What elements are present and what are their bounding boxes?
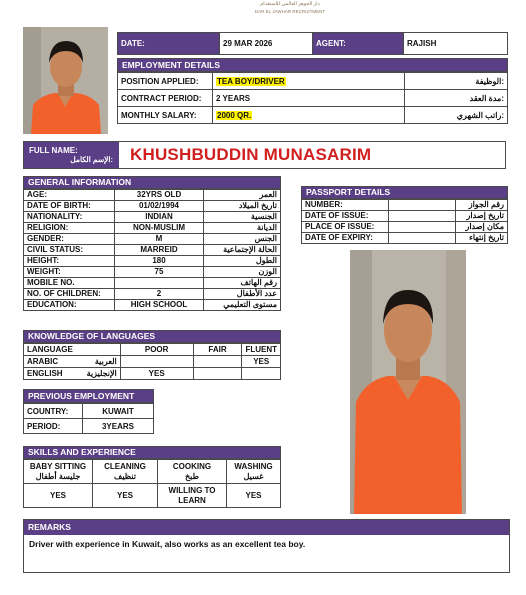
- general-value: 180: [115, 256, 204, 267]
- employment-row: [118, 73, 508, 90]
- general-value: 75: [115, 267, 204, 278]
- general-label: AGE:: [24, 190, 115, 201]
- languages-header: POOR: [120, 344, 193, 356]
- general-label: HEIGHT:: [24, 256, 115, 267]
- skill-header: [24, 460, 93, 484]
- general-value: NON-MUSLIM: [115, 223, 204, 234]
- previous-employment-value: 3YEARS: [83, 419, 154, 434]
- skill-name: BABY SITTING: [29, 461, 87, 471]
- full-name-value: KHUSHBUDDIN MUNASARIM: [130, 145, 372, 164]
- employment-value: [213, 73, 405, 90]
- employment-arabic-label: مدة العقد:: [405, 90, 508, 107]
- full-name-bar: [23, 141, 506, 169]
- general-arabic-label: الطول: [204, 256, 281, 267]
- employment-details-title: EMPLOYMENT DETAILS: [117, 58, 508, 72]
- language-fluent: [242, 368, 281, 380]
- general-label: MOBILE NO.: [24, 278, 115, 289]
- passport-label: DATE OF EXPIRY:: [302, 233, 389, 244]
- language-name-cell: [24, 368, 121, 380]
- portrait-photo-small: [23, 27, 108, 134]
- general-row: [24, 190, 281, 201]
- passport-details-section: [301, 186, 508, 244]
- employment-label: POSITION APPLIED:: [118, 73, 213, 90]
- skills-values-row: [24, 484, 281, 508]
- logo-english: DAR EL JAWHAR RECRUITMENT: [254, 9, 326, 14]
- language-poor: YES: [120, 368, 193, 380]
- remarks-title: REMARKS: [24, 520, 509, 535]
- company-logo: [230, 0, 350, 18]
- general-value: 32YRS OLD: [115, 190, 204, 201]
- general-row: [24, 234, 281, 245]
- general-value: [115, 278, 204, 289]
- previous-employment-row: [24, 404, 154, 419]
- language-name: ARABIC: [27, 357, 59, 366]
- skills-header-row: [24, 460, 281, 484]
- skill-name-arabic: جليسة أطفال: [35, 471, 81, 481]
- previous-employment-section: [23, 389, 154, 434]
- previous-employment-label: PERIOD:: [24, 419, 83, 434]
- language-row: [24, 356, 281, 368]
- agent-value: RAJISH: [404, 33, 508, 55]
- general-arabic-label: عدد الأطفال: [204, 289, 281, 300]
- passport-value: [389, 233, 456, 244]
- skill-name-arabic: طبخ: [185, 471, 199, 481]
- portrait-photo-large: [350, 250, 466, 514]
- previous-employment-value: KUWAIT: [83, 404, 154, 419]
- employment-value-text: 2000 QR.: [217, 110, 252, 120]
- languages-table: [23, 343, 281, 380]
- general-information-table: [23, 189, 281, 311]
- general-row: [24, 300, 281, 311]
- skill-value: YES: [93, 484, 158, 508]
- general-value: INDIAN: [115, 212, 204, 223]
- remarks-section: [23, 519, 510, 573]
- general-row: [24, 245, 281, 256]
- passport-details-title: PASSPORT DETAILS: [301, 186, 508, 199]
- general-label: GENDER:: [24, 234, 115, 245]
- skills-table: [23, 459, 281, 508]
- skill-name-arabic: غسيل: [243, 471, 264, 481]
- employment-label: MONTHLY SALARY:: [118, 107, 213, 124]
- skill-header: [158, 460, 227, 484]
- skill-header: [93, 460, 158, 484]
- language-fair: [193, 356, 242, 368]
- employment-table: [117, 72, 508, 124]
- skill-value: WILLING TO LEARN: [158, 484, 227, 508]
- general-value: HIGH SCHOOL: [115, 300, 204, 311]
- general-arabic-label: العمر: [204, 190, 281, 201]
- general-label: NATIONALITY:: [24, 212, 115, 223]
- employment-arabic-label: الوظيفة:: [405, 73, 508, 90]
- languages-header-row: [24, 344, 281, 356]
- previous-employment-label: COUNTRY:: [24, 404, 83, 419]
- skill-name: CLEANING: [104, 461, 146, 471]
- language-fair: [193, 368, 242, 380]
- general-arabic-label: رقم الهاتف: [204, 278, 281, 289]
- full-name-label-arabic: الإسم الكامل:: [70, 155, 113, 164]
- languages-section: [23, 330, 281, 380]
- general-row: [24, 278, 281, 289]
- general-arabic-label: تاريخ الميلاد: [204, 201, 281, 212]
- skill-name: COOKING: [172, 461, 212, 471]
- passport-arabic-label: مكان إصدار: [456, 222, 508, 233]
- general-row: [24, 256, 281, 267]
- general-arabic-label: الجنس: [204, 234, 281, 245]
- general-information-title: GENERAL INFORMATION: [23, 176, 281, 189]
- language-poor: [120, 356, 193, 368]
- employment-value: [213, 90, 405, 107]
- languages-header: LANGUAGE: [24, 344, 121, 356]
- general-label: RELIGION:: [24, 223, 115, 234]
- language-name-arabic: العربية: [94, 357, 117, 366]
- general-row: [24, 201, 281, 212]
- employment-value-text: 2 YEARS: [216, 93, 251, 103]
- language-name: ENGLISH: [27, 369, 63, 378]
- general-label: WEIGHT:: [24, 267, 115, 278]
- employment-label: CONTRACT PERIOD:: [118, 90, 213, 107]
- employment-row: [118, 107, 508, 124]
- skill-header: [227, 460, 281, 484]
- agent-label: AGENT:: [313, 33, 404, 55]
- general-arabic-label: الديانة: [204, 223, 281, 234]
- general-value: 2: [115, 289, 204, 300]
- language-row: [24, 368, 281, 380]
- previous-employment-row: [24, 419, 154, 434]
- languages-header: FAIR: [193, 344, 242, 356]
- general-label: NO. OF CHILDREN:: [24, 289, 115, 300]
- employment-arabic-label: راتب الشهري:: [405, 107, 508, 124]
- skill-value: YES: [227, 484, 281, 508]
- skill-name: WASHING: [234, 461, 273, 471]
- language-fluent: YES: [242, 356, 281, 368]
- passport-row: [302, 222, 508, 233]
- general-row: [24, 223, 281, 234]
- skill-value: YES: [24, 484, 93, 508]
- passport-label: DATE OF ISSUE:: [302, 211, 389, 222]
- passport-label: PLACE OF ISSUE:: [302, 222, 389, 233]
- general-row: [24, 212, 281, 223]
- general-value: 01/02/1994: [115, 201, 204, 212]
- general-arabic-label: مستوى التعليمي: [204, 300, 281, 311]
- language-name-cell: [24, 356, 121, 368]
- general-value: M: [115, 234, 204, 245]
- full-name-label: FULL NAME:: [29, 146, 78, 155]
- languages-header: FLUENT: [242, 344, 281, 356]
- employment-value: [213, 107, 405, 124]
- general-value: MARREID: [115, 245, 204, 256]
- passport-arabic-label: تاريخ إنتهاء: [456, 233, 508, 244]
- employment-details-section: [117, 58, 508, 124]
- general-arabic-label: الحالة الإجتماعية: [204, 245, 281, 256]
- general-row: [24, 267, 281, 278]
- passport-value: [389, 211, 456, 222]
- passport-row: [302, 211, 508, 222]
- skills-title: SKILLS AND EXPERIENCE: [23, 446, 281, 459]
- previous-employment-title: PREVIOUS EMPLOYMENT: [23, 389, 154, 403]
- skill-name-arabic: تنظيف: [114, 471, 136, 481]
- previous-employment-table: [23, 403, 154, 434]
- skills-section: [23, 446, 281, 508]
- passport-table: [301, 199, 508, 244]
- passport-value: [389, 222, 456, 233]
- passport-label: NUMBER:: [302, 200, 389, 211]
- remarks-text: Driver with experience in Kuwait, also works as an excellent tea boy.: [29, 539, 306, 549]
- passport-row: [302, 233, 508, 244]
- employment-row: [118, 90, 508, 107]
- full-name-label-box: [24, 142, 119, 168]
- date-value: 29 MAR 2026: [220, 33, 313, 55]
- general-arabic-label: الوزن: [204, 267, 281, 278]
- general-information-section: [23, 176, 281, 311]
- employment-value-text: TEA BOY/DRIVER: [217, 76, 285, 86]
- general-label: DATE OF BIRTH:: [24, 201, 115, 212]
- passport-row: [302, 200, 508, 211]
- passport-arabic-label: رقم الجواز: [456, 200, 508, 211]
- general-label: EDUCATION:: [24, 300, 115, 311]
- general-row: [24, 289, 281, 300]
- date-agent-bar: [117, 32, 508, 55]
- date-label: DATE:: [118, 33, 220, 55]
- languages-title: KNOWLEDGE OF LANGUAGES: [23, 330, 281, 343]
- passport-value: [389, 200, 456, 211]
- language-name-arabic: الإنجليزية: [86, 369, 117, 378]
- general-label: CIVIL STATUS:: [24, 245, 115, 256]
- passport-arabic-label: تاريخ إصدار: [456, 211, 508, 222]
- logo-arabic: دار الجوهر العالمي للاستقدام: [260, 1, 320, 7]
- general-arabic-label: الجنسية: [204, 212, 281, 223]
